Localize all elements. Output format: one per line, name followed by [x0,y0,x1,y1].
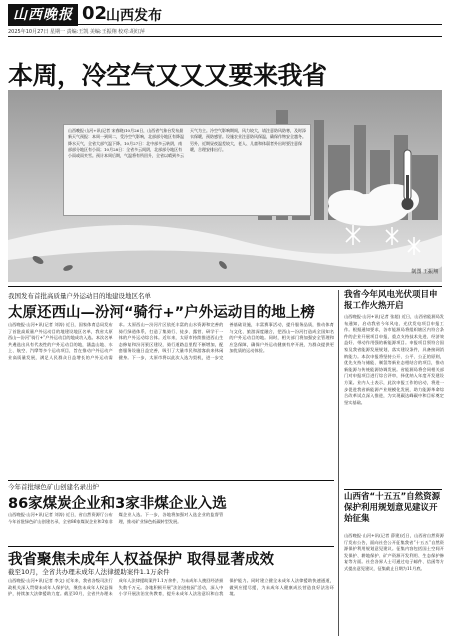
main-story-body: 山西晚报·山河+讯(记者 宋春晓)10月26日，山西省气象台发布最新天气预报：本周一到周二，受冷空气影响，北部部分地区有降温降水天气，全省大部气温下降。10月27日：北中部多云转阴，南部部分地区有小雨；10月28日：全省多云间阴，北部部分地区有小雨或雨夹雪。预计本周后期，气温将有所回升，全省以晴到多云天气为主。冷空气影响期间，风力较大，请注意防风防寒，及时添衣保暖，预防感冒。设施农业注意防风保温，确保作物安全越冬。另外，近期昼夜温差较大，老人、儿童和体弱者外出时要注意保暖，合理安排出行。 [63,124,311,216]
right2-body: 山西晚报·山河+讯(记者 薛建)近日，山西省自然资源厅发布公告，面向社会公开征集我省“十五五”自然资源保护利用规划意见建议。征集内容包括国土空间开发保护、耕地保护、矿产资源开发利用、生态保护修复等方面。社会各界人士可通过电子邮件、信函等方式提出意见建议，征集截止日期为11月底。 [344,533,444,571]
column-divider [338,290,339,636]
article3-title: 86家煤炭企业和3家非煤企业入选 [8,496,227,512]
page-number: 02 [82,3,108,24]
right2-title: 山西省“十五五”自然资源保护利用规划意见建议开始征集 [344,492,441,524]
main-headline: 本周，冷空气又又又要来我省 [8,61,327,90]
right1-body: 山西晚报·山河+讯(记者 张超) 近日，山西省能源局发布通知，启动我省今年风电、光伏发电项目申报工作。根据通知要求，各市能源局将组织辖区内符合条件的企业开展项目申报，重点支持技术先进、经济效益好、带动作用强的新能源项目。申报项目须符合国家及我省能源发展规划，落实建设条件，具备接网消纳能力。本次申报将坚持公开、公平、公正的原则，优先支持与储能、制氢等新业态相结合的项目，推动新能源与传统能源协调发展。省能源局将会同相关部门对申报项目进行综合评审，择优纳入年度开发建设方案。业内人士表示，此次申报工作的启动，将进一步促进我省新能源产业规模化发展，助力能源革命综合改革试点深入推进，为实现碳达峰碳中和目标奠定坚实基础。 [344,314,444,405]
section-title: 山西发布 [106,8,162,24]
article2-body: 山西晚报·山河+讯(记者 刘涛) 近日，国家体育总局发布了首批高质量户外运动目的地建设地区名单，我省太原西山—汾河“骑行+”户外运动目的地成功入选。本次名单共遴选出具有代表性的户外运动目的地，涵盖山地、水上、航空、汽摩等多个运动项目，旨在推动户外运动产业高质量发展，满足人民群众日益增长的户外运动需求。太原西山—汾河片区依托丰富的山水资源和完善的骑行绿道体系，打造了集骑行、徒步、露营、研学于一体的户外运动综合体。近年来，太原市持续推进西山生态修复和汾河景区建设，骑行道路总里程不断增加，配套服务设施日益完善，吸引了大量市民和游客前来休闲健身。下一步，太原市将以此次入选为契机，进一步完善基础设施，丰富赛事活动，提升服务品质，推动体育与文化、旅游深度融合，把西山—汾河打造成全国知名的户外运动目的地。同时，相关部门将加强安全管理和应急保障，确保户外运动健康有序开展，为群众提供更加优质的运动体验。 [8,322,334,360]
article4-title: 我省聚焦未成年人权益保护 取得显著成效 [8,552,275,568]
article4-body: 山西晚报·山河+讯(记者 李文) 近年来，我省各级司法行政机关深入贯彻未成年人保护法，聚焦未成年人权益保护，持续加大法律援助力度。截至10月，全省共办理未成年人法律援助案件1.1万余件，为未成年人挽回经济损失数千万元。各地积极开展“法治进校园”活动，深入中小学开展法治宣传教育，提升未成年人法治意识和自我保护能力。同时建立健全未成年人法律援助快速通道，做到应援尽援，为未成年人健康成长营造良好法治环境。 [8,578,334,597]
article3-kicker: 今年首批绿色矿山创建名录出炉 [8,483,99,491]
right-rule [344,489,442,490]
graphic-credit: 制图 王振翔 [411,269,438,275]
article2-title: 太原还西山—汾河“骑行+”户外运动目的地上榜 [8,305,315,321]
header-rule [8,24,442,25]
article4-rule [8,546,334,547]
meta-rule [8,36,442,37]
article2-kicker: 我国发布首批高质量户外运动目的地建设地区名单 [8,292,151,300]
masthead-logo: 山西晚报 [8,4,78,26]
article4-subtitle: 截至10月，全省共办理未成年人法律援助案件1.1万余件 [8,568,170,576]
article3-body: 山西晚报·山河+讯(记者 刘涛) 近日，省自然资源厅公布今年首批绿色矿山创建名录，全省86家煤炭企业和3家非煤企业入选。下一步，各地将加强对入选企业的监督管理，推动矿业绿色低碳转型发展。 [8,512,224,524]
right1-title: 我省今年风电光伏项目申报工作火热开启 [344,290,438,311]
article3-rule [8,480,334,481]
section-rule [8,286,442,287]
issue-meta: 2025年10月27日 星期一 责编:王凯 美编:王振翔 校对:胡红萍 [8,29,145,35]
